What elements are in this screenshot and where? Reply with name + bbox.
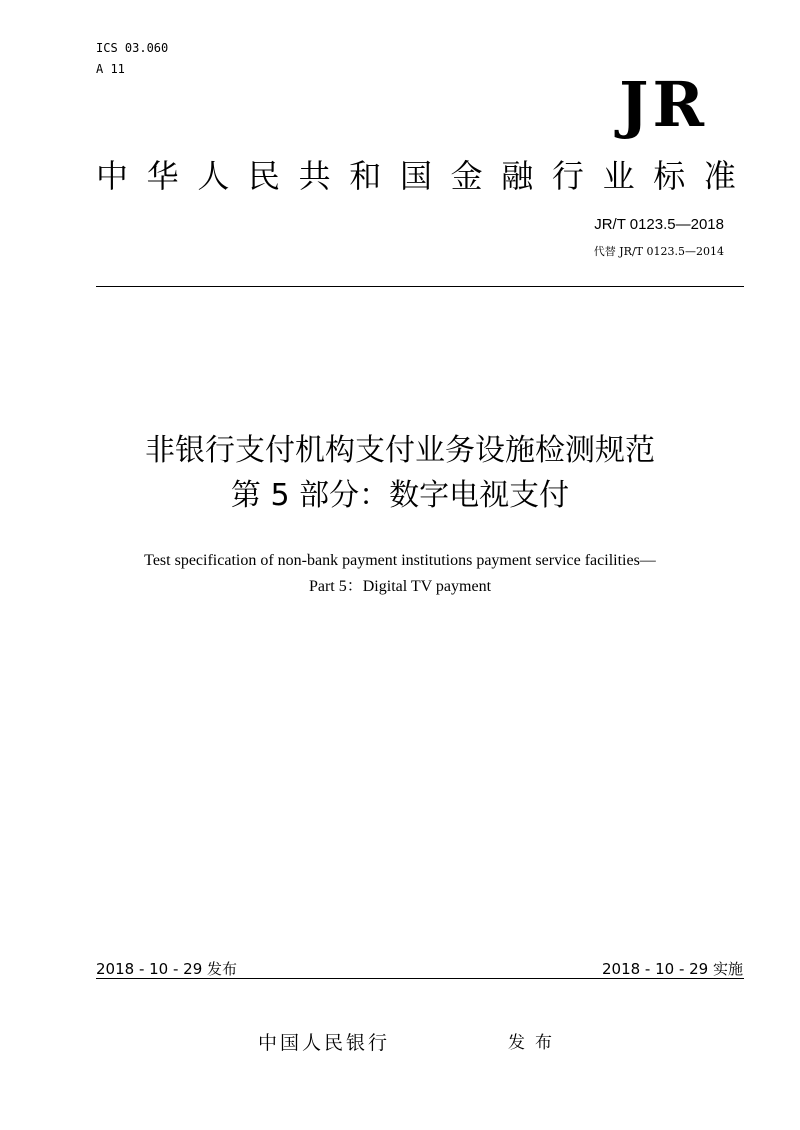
footer-divider: [96, 978, 744, 979]
title-char: 行: [551, 157, 584, 195]
issue-date: 2018 - 10 - 29 发布: [96, 960, 238, 978]
issuing-authority: 中国人民银行: [258, 1032, 391, 1054]
implementation-date: 2018 - 10 - 29 实施: [601, 960, 743, 978]
title-char: 准: [703, 157, 736, 195]
replaces-standard: 代替 JR/T 0123.5—2014: [593, 245, 724, 258]
title-cn-line-1: 非银行支付机构支付业务设施检测规范: [145, 433, 655, 468]
classification-code: A 11: [96, 62, 125, 76]
standard-number: JR/T 0123.5—2018: [594, 216, 724, 233]
title-char: 民: [247, 157, 280, 195]
document-title-cn: [0, 428, 800, 518]
standard-category-title: [96, 152, 736, 200]
title-char: 中: [96, 157, 129, 195]
title-char: 国: [399, 157, 432, 195]
title-char: 人: [197, 157, 230, 195]
title-char: 和: [349, 157, 382, 195]
title-char: 标: [653, 157, 686, 195]
header-divider: [96, 286, 744, 287]
title-en-line-1: Test specification of non-bank payment institutions payment service facilities—: [144, 552, 656, 569]
title-char: 业: [602, 157, 635, 195]
title-char: 华: [146, 157, 179, 195]
issue-label: 发布: [508, 1033, 562, 1053]
title-char: 融: [501, 157, 534, 195]
ics-code: ICS 03.060: [96, 41, 169, 55]
title-cn-line-2: 第 5 部分：数字电视支付: [230, 478, 570, 513]
title-char: 共: [298, 157, 331, 195]
title-char: 金: [450, 157, 483, 195]
jr-logo: JR: [619, 68, 708, 141]
document-title-en: [0, 548, 800, 600]
title-en-line-2: Part 5：Digital TV payment: [308, 578, 492, 595]
